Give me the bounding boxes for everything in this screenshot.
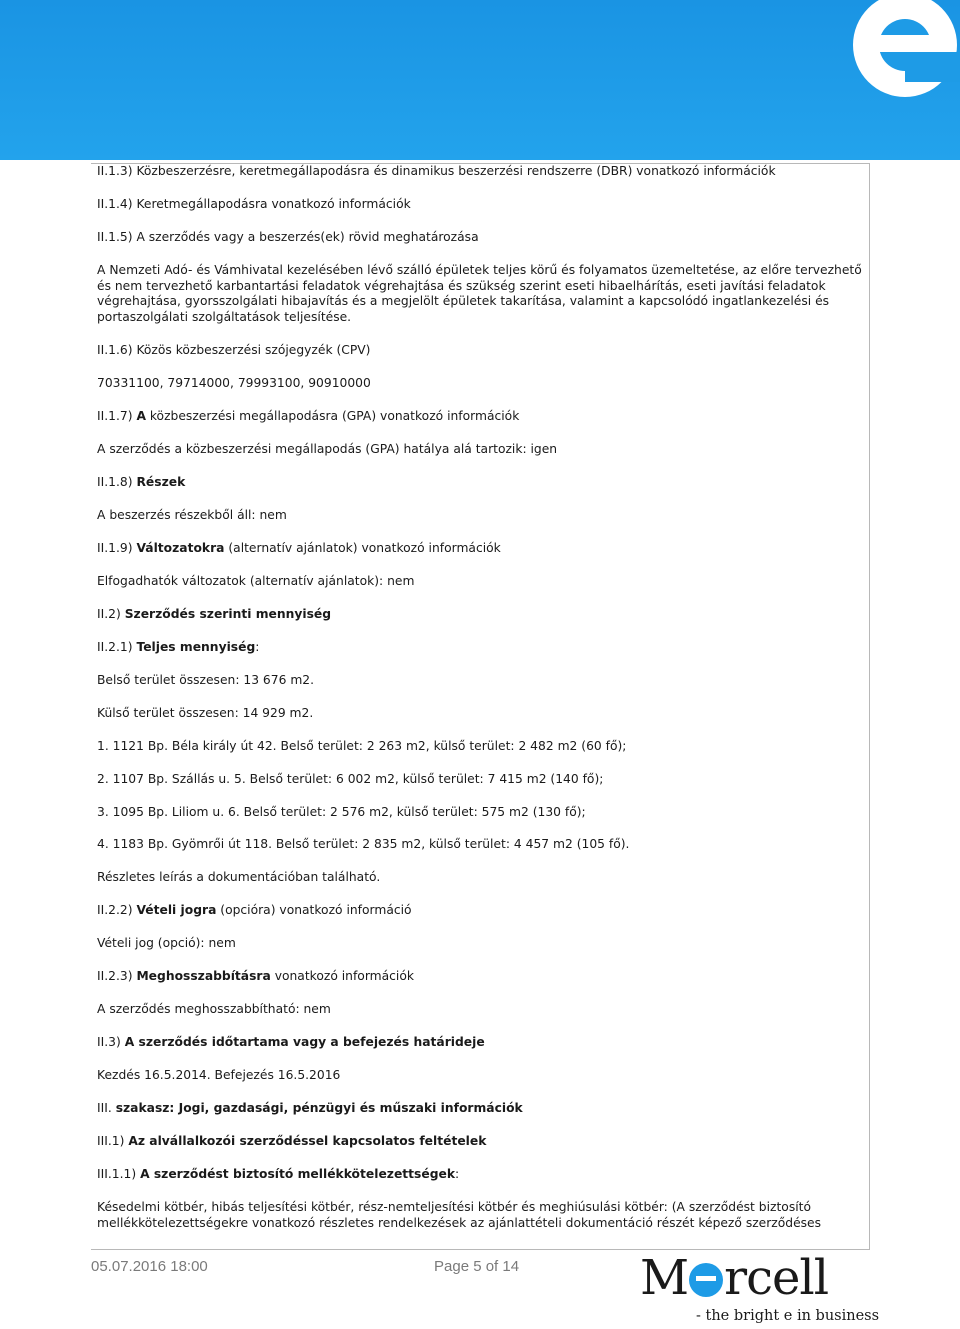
section-heading	[97, 541, 862, 557]
body-paragraph: 3. 1095 Bp. Liliom u. 6. Belső terület: 2 576 m2, külső terület: 575 m2 (130 fő);	[97, 804, 586, 819]
heading-text: Közbeszerzésre, keretmegállapodásra és dinamikus beszerzési rendszerre (DBR) vonatkozó információk	[136, 164, 776, 178]
document-body	[97, 164, 862, 1249]
body-paragraph: Késedelmi kötbér, hibás teljesítési kötbér, rész-nemteljesítési kötbér és meghiúsulási kötbér: (A szerződést biztosító mellékkötelezettségekre vonatkozó részletes rendelkezések az ajánlattételi dokumentáció részét képező szerződéses	[97, 1200, 822, 1230]
body-paragraph: Elfogadhatók változatok (alternatív ajánlatok): nem	[97, 573, 415, 588]
section-heading	[97, 607, 862, 623]
heading-number: II.1.3)	[97, 164, 137, 178]
body-paragraph: Részletes leírás a dokumentációban található.	[97, 870, 381, 885]
body-paragraph: 2. 1107 Bp. Szállás u. 5. Belső terület: 6 002 m2, külső terület: 7 415 m2 (140 fő);	[97, 771, 604, 786]
section-heading	[97, 1167, 862, 1183]
body-paragraph: Külső terület összesen: 14 929 m2.	[97, 705, 314, 720]
body-paragraph: A szerződés a közbeszerzési megállapodás (GPA) hatálya alá tartozik: igen	[97, 441, 558, 456]
heading-strong: A	[136, 408, 146, 423]
heading-text: Közös közbeszerzési szójegyzék (CPV)	[136, 342, 371, 357]
body-paragraph: Kezdés 16.5.2014. Befejezés 16.5.2016	[97, 1068, 341, 1083]
heading-strong: A szerződést biztosító mellékkötelezettségek	[140, 1167, 456, 1182]
section-heading	[97, 164, 862, 180]
frame-right-line	[869, 163, 870, 1250]
heading-number: II.2.3)	[97, 969, 137, 984]
section-heading	[97, 409, 862, 425]
heading-strong: A szerződés időtartama vagy a befejezés határideje	[124, 1035, 485, 1050]
heading-number: II.2)	[97, 606, 125, 621]
body-paragraph: 4. 1183 Bp. Gyömrői út 118. Belső terület: 2 835 m2, külső terület: 4 457 m2 (105 fő).	[97, 837, 630, 852]
header-background	[0, 0, 960, 160]
section-heading	[97, 1134, 862, 1150]
section-heading	[97, 1035, 862, 1051]
section-heading	[97, 475, 862, 491]
heading-strong: Meghosszabbításra	[136, 969, 271, 984]
body-paragraph: A beszerzés részekből áll: nem	[97, 507, 287, 522]
heading-number: II.2.1)	[97, 639, 137, 654]
heading-text: :	[255, 639, 260, 654]
heading-text: közbeszerzési megállapodásra (GPA) vonatkozó információk	[145, 408, 520, 423]
body-paragraph: A szerződés meghosszabbítható: nem	[97, 1002, 331, 1017]
heading-number: II.1.6)	[97, 342, 137, 357]
heading-text: Keretmegállapodásra vonatkozó információk	[136, 196, 411, 211]
body-paragraph: 1. 1121 Bp. Béla király út 42. Belső terület: 2 263 m2, külső terület: 2 482 m2 (60 fő);	[97, 738, 627, 753]
heading-text: A szerződés vagy a beszerzés(ek) rövid meghatározása	[136, 229, 479, 244]
body-paragraph: Belső terület összesen: 13 676 m2.	[97, 672, 315, 687]
heading-strong: Vételi jogra	[136, 903, 217, 918]
heading-strong: Részek	[136, 474, 186, 489]
heading-number: II.1.7)	[97, 408, 137, 423]
heading-number: III.1.1)	[97, 1167, 141, 1182]
logo-tagline: - the bright e in business	[696, 1308, 880, 1324]
heading-number: II.1.9)	[97, 540, 137, 555]
heading-number: II.1.5)	[97, 229, 137, 244]
body-paragraph: A Nemzeti Adó- és Vámhivatal kezelésében lévő szálló épületek teljes körű és folyamatos üzemeltetése, az előre tervezhető és nem tervezhető karbantartási feladatok végrehajtása és szükség szerint eseti hibaelhárítás, eseti javítási feladatok végrehajtása, gyorsszolgálati hibajavítás és a megjelölt épületek takarítása, valamint a kapcsolódó ingatlankezelési és portaszolgálati szolgáltatások teljesítése.	[97, 262, 862, 324]
body-paragraph: 70331100, 79714000, 79993100, 90910000	[97, 375, 371, 390]
heading-text: (opcióra) vonatkozó információ	[216, 903, 412, 918]
heading-number: II.2.2)	[97, 903, 137, 918]
section-heading	[97, 1101, 862, 1117]
heading-number: III.	[97, 1101, 116, 1116]
heading-text: :	[455, 1167, 460, 1182]
section-heading	[97, 903, 862, 919]
logo-e-icon	[689, 1263, 723, 1297]
logo-wordmark: M rcell	[640, 1250, 829, 1306]
heading-strong: Az alvállalkozói szerződéssel kapcsolatos feltételek	[128, 1134, 487, 1149]
section-heading	[97, 640, 862, 656]
heading-number: II.1.4)	[97, 196, 137, 211]
heading-text: (alternatív ajánlatok) vonatkozó információk	[224, 540, 501, 555]
heading-number: II.1.8)	[97, 474, 137, 489]
heading-strong: Változatokra	[136, 540, 225, 555]
heading-text: vonatkozó információk	[270, 969, 414, 984]
body-paragraph: Vételi jog (opció): nem	[97, 936, 236, 951]
section-heading	[97, 343, 862, 359]
mercell-logo	[640, 1250, 880, 1329]
section-heading	[97, 197, 862, 213]
section-heading	[97, 230, 862, 246]
heading-strong: Szerződés szerinti mennyiség	[124, 606, 332, 621]
footer-page-number: Page 5 of 14	[434, 1258, 520, 1275]
footer-date: 05.07.2016 18:00	[91, 1258, 208, 1275]
heading-number: III.1)	[97, 1134, 129, 1149]
header-band	[0, 0, 960, 160]
heading-strong: Teljes mennyiség	[136, 639, 256, 654]
heading-strong: szakasz: Jogi, gazdasági, pénzügyi és műszaki információk	[115, 1101, 523, 1116]
section-heading	[97, 969, 862, 985]
heading-number: II.3)	[97, 1035, 125, 1050]
